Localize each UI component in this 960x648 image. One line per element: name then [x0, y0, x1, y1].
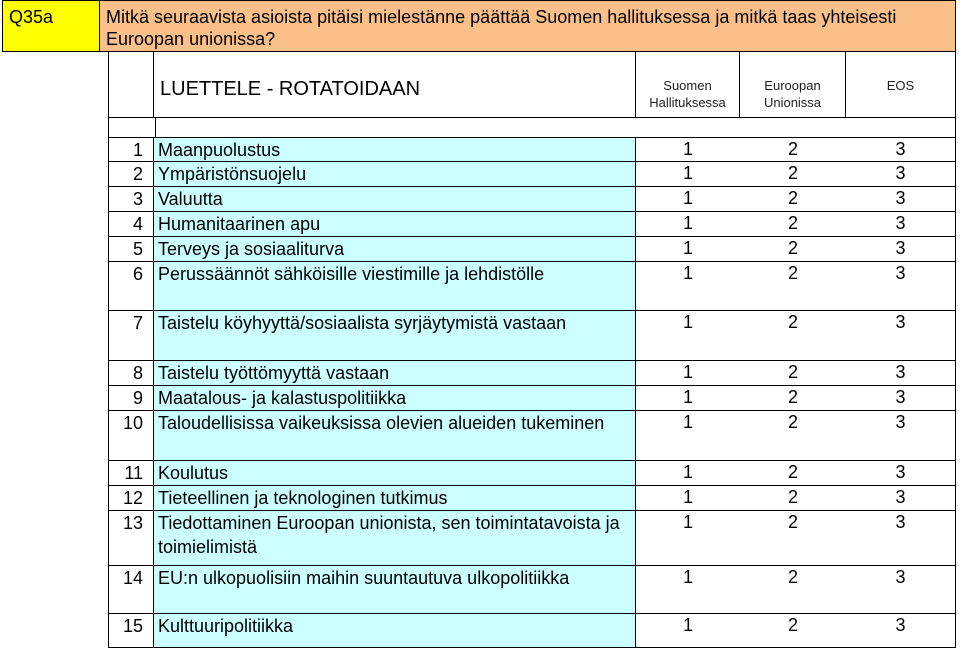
answer-option-3[interactable]: 3 [846, 311, 956, 361]
header-col2-line2: Unionissa [763, 95, 822, 110]
item-number: 8 [108, 361, 154, 386]
answer-option-3[interactable]: 3 [846, 566, 956, 614]
answer-option-2[interactable]: 2 [740, 361, 846, 386]
item-number: 1 [108, 137, 154, 162]
answer-option-3[interactable]: 3 [846, 614, 956, 648]
item-label: Kulttuuripolitiikka [154, 614, 636, 648]
answer-option-1[interactable]: 1 [636, 187, 740, 212]
answer-option-2[interactable]: 2 [740, 212, 846, 237]
answer-option-2[interactable]: 2 [740, 386, 846, 411]
answer-option-1[interactable]: 1 [636, 212, 740, 237]
answer-option-2[interactable]: 2 [740, 187, 846, 212]
answer-option-2[interactable]: 2 [740, 461, 846, 486]
answer-option-2[interactable]: 2 [740, 486, 846, 511]
table-row [108, 361, 956, 386]
answer-option-3[interactable]: 3 [846, 262, 956, 311]
answer-option-1[interactable]: 1 [636, 162, 740, 187]
header-column-finnish-government [636, 52, 740, 118]
answer-option-2[interactable]: 2 [740, 162, 846, 187]
answer-option-3[interactable]: 3 [846, 212, 956, 237]
table-row [108, 212, 956, 237]
item-label: Maanpuolustus [154, 137, 636, 162]
item-label: Taloudellisissa vaikeuksissa olevien alueiden tukeminen [154, 411, 636, 461]
item-number: 11 [108, 461, 154, 486]
header-col1-line2: Hallituksessa [649, 95, 726, 110]
item-number: 15 [108, 614, 154, 648]
item-number: 2 [108, 162, 154, 187]
answer-option-3[interactable]: 3 [846, 187, 956, 212]
header-spacer [108, 118, 956, 137]
header-title: LUETTELE - ROTATOIDAAN [154, 52, 636, 118]
header-col1-line1: Suomen [663, 78, 712, 93]
answer-option-1[interactable]: 1 [636, 614, 740, 648]
table-row [108, 511, 956, 566]
header-number-cell [108, 52, 154, 118]
answer-option-2[interactable]: 2 [740, 237, 846, 262]
table-row [108, 237, 956, 262]
answer-option-1[interactable]: 1 [636, 411, 740, 461]
answer-option-1[interactable]: 1 [636, 486, 740, 511]
item-label: Valuutta [154, 187, 636, 212]
table-row [108, 162, 956, 187]
item-number: 9 [108, 386, 154, 411]
item-number: 5 [108, 237, 154, 262]
answer-option-2[interactable]: 2 [740, 614, 846, 648]
table-row [108, 411, 956, 461]
answer-option-1[interactable]: 1 [636, 566, 740, 614]
table-row [108, 614, 956, 648]
table-row [108, 187, 956, 212]
header-col3-label: EOS [886, 78, 915, 93]
answer-option-1[interactable]: 1 [636, 361, 740, 386]
answer-option-3[interactable]: 3 [846, 411, 956, 461]
item-number: 7 [108, 311, 154, 361]
answer-option-1[interactable]: 1 [636, 237, 740, 262]
answer-option-3[interactable]: 3 [846, 162, 956, 187]
item-number: 13 [108, 511, 154, 566]
item-number: 4 [108, 212, 154, 237]
header-column-eos [846, 52, 956, 118]
header-col2-line1: Euroopan [764, 78, 821, 93]
table-row [108, 566, 956, 614]
answer-option-2[interactable]: 2 [740, 566, 846, 614]
item-label: Terveys ja sosiaaliturva [154, 237, 636, 262]
answer-option-3[interactable]: 3 [846, 237, 956, 262]
answer-option-2[interactable]: 2 [740, 311, 846, 361]
item-label: Taistelu köyhyyttä/sosiaalista syrjäytymistä vastaan [154, 311, 636, 361]
answer-option-1[interactable]: 1 [636, 311, 740, 361]
answer-option-3[interactable]: 3 [846, 486, 956, 511]
item-label: Taistelu työttömyyttä vastaan [154, 361, 636, 386]
question-text: Mitkä seuraavista asioista pitäisi mielestänne päättää Suomen hallituksessa ja mitkä taas yhteisesti Euroopan unionissa? [100, 0, 956, 52]
answer-option-1[interactable]: 1 [636, 262, 740, 311]
table-row [108, 386, 956, 411]
question-id: Q35a [2, 0, 100, 52]
answer-option-1[interactable]: 1 [636, 386, 740, 411]
item-label: Maatalous- ja kalastuspolitiikka [154, 386, 636, 411]
header-column-european-union [740, 52, 846, 118]
answer-option-1[interactable]: 1 [636, 137, 740, 162]
answer-option-3[interactable]: 3 [846, 461, 956, 486]
answer-option-2[interactable]: 2 [740, 262, 846, 311]
answer-option-3[interactable]: 3 [846, 137, 956, 162]
table-row [108, 262, 956, 311]
answer-option-2[interactable]: 2 [740, 411, 846, 461]
item-number: 3 [108, 187, 154, 212]
item-label: Tiedottaminen Euroopan unionista, sen toimintatavoista ja toimielimistä [154, 511, 636, 566]
answer-option-2[interactable]: 2 [740, 137, 846, 162]
answer-option-3[interactable]: 3 [846, 511, 956, 566]
answer-option-1[interactable]: 1 [636, 461, 740, 486]
item-label: Tieteellinen ja teknologinen tutkimus [154, 486, 636, 511]
answer-option-3[interactable]: 3 [846, 386, 956, 411]
item-number: 14 [108, 566, 154, 614]
item-label: Perussäännöt sähköisille viestimille ja lehdistölle [154, 262, 636, 311]
item-number: 12 [108, 486, 154, 511]
item-label: Humanitaarinen apu [154, 212, 636, 237]
item-label: Ympäristönsuojelu [154, 162, 636, 187]
answer-option-3[interactable]: 3 [846, 361, 956, 386]
answer-option-2[interactable]: 2 [740, 511, 846, 566]
table-row [108, 461, 956, 486]
item-number: 6 [108, 262, 154, 311]
item-number: 10 [108, 411, 154, 461]
table-row [108, 137, 956, 162]
answer-option-1[interactable]: 1 [636, 511, 740, 566]
item-label: EU:n ulkopuolisiin maihin suuntautuva ulkopolitiikka [154, 566, 636, 614]
table-row [108, 311, 956, 361]
table-row [108, 486, 956, 511]
item-label: Koulutus [154, 461, 636, 486]
